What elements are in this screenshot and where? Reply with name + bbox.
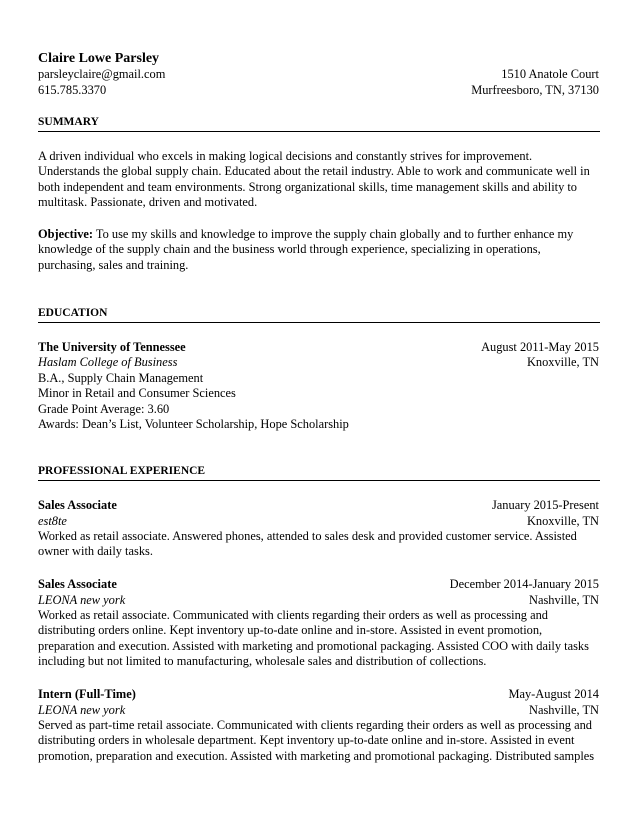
job-company: est8te bbox=[38, 514, 67, 528]
objective-line-text: To use my skills and knowledge to improve the supply chain globally and to further enhance my bbox=[93, 227, 574, 241]
summary-line: both independent and team environments. Strong organizational skills, time management skills and ability to bbox=[38, 179, 578, 194]
education-detail: B.A., Supply Chain Management bbox=[38, 371, 204, 385]
summary-line: Understands the global supply chain. Educated about the retail industry. Able to work and communicate well in bbox=[38, 164, 590, 179]
job-header bbox=[38, 577, 599, 592]
education-detail: Grade Point Average: 3.60 bbox=[38, 401, 170, 416]
job-line: distributing orders in wholesale department. Kept inventory up-to-date online and in-store. Assisted in event bbox=[38, 733, 575, 748]
objective-line: purchasing, sales and training. bbox=[38, 257, 189, 272]
summary-line: A driven individual who excels in making logical decisions and constantly strives for improvement. bbox=[38, 149, 533, 163]
job-line: preparation and execution. Assisted with marketing and promotional packaging. Assisted COO with daily tasks bbox=[38, 638, 589, 653]
job-location: Nashville, TN bbox=[529, 593, 599, 607]
job-line: distributing orders online. Kept inventory up-to-date online and in-store. Assisted in event promotion, bbox=[38, 623, 543, 638]
education-heading: EDUCATION bbox=[38, 306, 600, 323]
job-line: Served as part-time retail associate. Communicated with clients regarding their orders as well as processing and bbox=[38, 718, 592, 732]
summary-text bbox=[38, 149, 600, 211]
email-text: parsleyclaire@gmail.com bbox=[38, 67, 166, 81]
job-subheader bbox=[38, 703, 599, 718]
job-line: Worked as retail associate. Answered phones, attended to sales desk and provided customer service. Assisted bbox=[38, 529, 577, 543]
job-header bbox=[38, 498, 599, 513]
summary-line: multitask. Passionate, driven and motivated. bbox=[38, 195, 258, 210]
phone-text: 615.785.3370 bbox=[38, 83, 107, 97]
education-dates: August 2011-May 2015 bbox=[481, 340, 599, 354]
address-line-2: Murfreesboro, TN, 37130 bbox=[471, 83, 599, 97]
education-detail: Awards: Dean’s List, Volunteer Scholarship, Hope Scholarship bbox=[38, 417, 349, 432]
job-line: including but not limited to manufacturing, wholesale sales and distribution of collections. bbox=[38, 654, 487, 669]
job-location: Knoxville, TN bbox=[526, 514, 599, 528]
candidate-name: Claire Lowe Parsley bbox=[38, 51, 160, 66]
contact-row-1 bbox=[38, 67, 599, 82]
job-description bbox=[38, 718, 600, 764]
education-location: Knoxville, TN bbox=[526, 355, 599, 369]
contact-row-2 bbox=[38, 83, 599, 98]
job-location: Nashville, TN bbox=[529, 703, 599, 717]
job-company: LEONA new york bbox=[38, 593, 126, 607]
education-row-1 bbox=[38, 340, 599, 355]
job-title: Sales Associate bbox=[38, 498, 117, 512]
objective-line: knowledge of the supply chain and the business world through experience, specializing in operations, bbox=[38, 242, 541, 257]
job-company: LEONA new york bbox=[38, 703, 126, 717]
job-line: owner with daily tasks. bbox=[38, 544, 153, 559]
objective-text bbox=[38, 227, 600, 273]
objective-label: Objective: bbox=[38, 227, 94, 241]
objective-line bbox=[38, 227, 600, 242]
job-title: Intern (Full-Time) bbox=[38, 687, 136, 701]
experience-heading: PROFESSIONAL EXPERIENCE bbox=[38, 464, 600, 481]
job-line: promotion, preparation and execution. Assisted with marketing and promotional packaging. Distributed samples bbox=[38, 748, 595, 763]
job-subheader bbox=[38, 593, 599, 608]
summary-heading: SUMMARY bbox=[38, 115, 600, 132]
education-detail: Minor in Retail and Consumer Sciences bbox=[38, 386, 236, 401]
address-line-1: 1510 Anatole Court bbox=[501, 67, 599, 81]
job-line: Worked as retail associate. Communicated with clients regarding their orders as well as processing and bbox=[38, 608, 548, 622]
job-dates: May-August 2014 bbox=[508, 687, 599, 701]
job-dates: January 2015-Present bbox=[491, 498, 599, 512]
job-description bbox=[38, 608, 600, 670]
job-dates: December 2014-January 2015 bbox=[449, 577, 599, 591]
education-row-2 bbox=[38, 355, 599, 370]
job-title: Sales Associate bbox=[38, 577, 117, 591]
job-description bbox=[38, 529, 600, 560]
job-header bbox=[38, 687, 599, 702]
education-details bbox=[38, 371, 600, 433]
job-subheader bbox=[38, 514, 599, 529]
school-name: The University of Tennessee bbox=[38, 340, 186, 354]
college-name: Haslam College of Business bbox=[38, 355, 178, 369]
